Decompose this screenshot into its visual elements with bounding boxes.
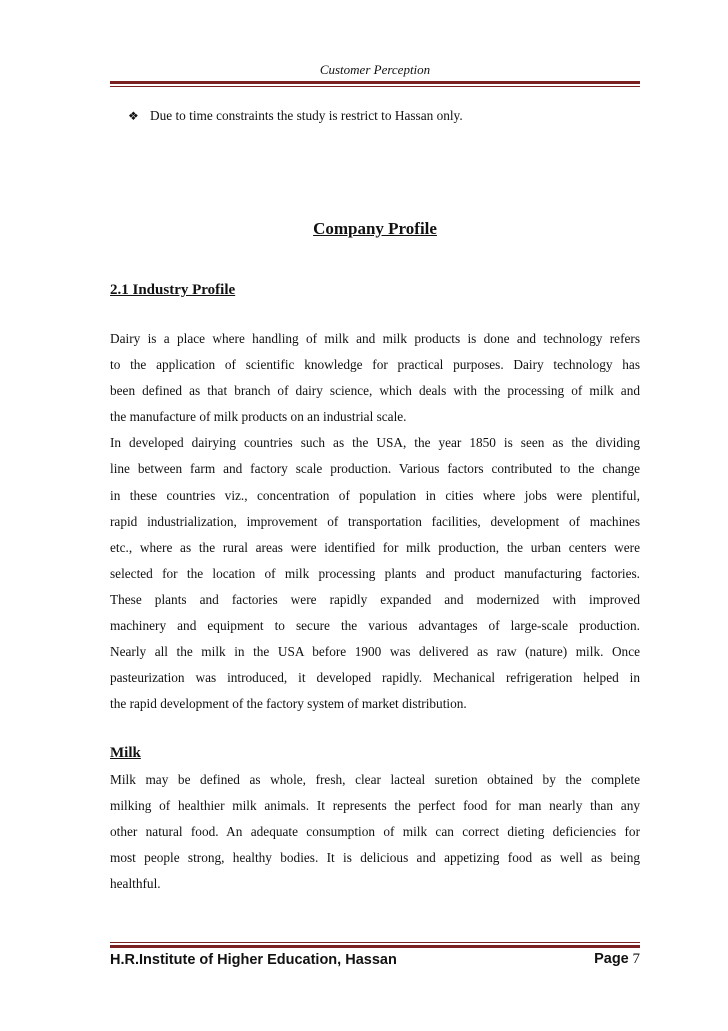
text-line: Dairy is a place where handling of milk and milk products is done and technology refers xyxy=(110,331,640,346)
text-line: In developed dairying countries such as the USA, the year 1850 is seen as the dividing xyxy=(110,435,640,451)
section-title: Company Profile xyxy=(313,219,437,238)
page-number: 7 xyxy=(632,951,640,967)
text-line: These plants and factories were rapidly expanded and modernized with improved xyxy=(110,591,640,607)
page-indicator xyxy=(594,951,640,968)
text-line: line between farm and factory scale production. Various factors contributed to the change xyxy=(110,461,640,477)
text-line: to the application of scientific knowledge for practical purposes. Dairy technology has xyxy=(110,357,640,373)
milk-paragraph xyxy=(110,767,640,897)
milk-heading: Milk xyxy=(110,745,141,761)
text-line: the rapid development of the factory system of market distribution. xyxy=(110,696,467,712)
header-rule-thin xyxy=(110,86,640,87)
text-line: pasteurization was introduced, it developed rapidly. Mechanical refrigeration helped in xyxy=(110,670,640,686)
text-line: milking of healthier milk animals. It represents the perfect food for man nearly than any xyxy=(110,798,640,814)
footer-rule-thin xyxy=(110,942,640,943)
bullet-text: Due to time constraints the study is restrict to Hassan only. xyxy=(150,108,463,123)
industry-paragraph xyxy=(110,326,640,717)
footer-rule xyxy=(110,945,640,948)
text-line: healthful. xyxy=(110,876,161,892)
diamond-bullet-icon: ❖ xyxy=(128,109,139,123)
text-line: been defined as that branch of dairy science, which deals with the processing of milk and xyxy=(110,383,640,399)
footer-institute: H.R.Institute of Higher Education, Hassan xyxy=(110,952,397,968)
header-rule xyxy=(110,81,640,84)
text-line: in these countries viz., concentration of population in cities where jobs were plentiful, xyxy=(110,487,640,503)
text-line: machinery and equipment to secure the various advantages of large-scale production. xyxy=(110,618,640,634)
header-title: Customer Perception xyxy=(319,62,431,77)
text-line: Nearly all the milk in the USA before 1900 was delivered as raw (nature) milk. Once xyxy=(110,644,640,660)
text-line: rapid industrialization, improvement of transportation facilities, development of machines xyxy=(110,513,640,529)
bullet-item xyxy=(128,108,463,124)
text-line: most people strong, healthy bodies. It is delicious and appetizing food as well as being xyxy=(110,850,640,866)
text-line: etc., where as the rural areas were identified for milk production, the urban centers were xyxy=(110,539,640,555)
industry-profile-heading: 2.1 Industry Profile xyxy=(110,282,236,298)
text-line: Milk may be defined as whole, fresh, clear lacteal suretion obtained by the complete xyxy=(110,772,640,787)
text-line: selected for the location of milk processing plants and product manufacturing factories. xyxy=(110,565,640,581)
page-label: Page xyxy=(594,951,629,967)
text-line: the manufacture of milk products on an industrial scale. xyxy=(110,409,407,425)
text-line: other natural food. An adequate consumption of milk can correct dieting deficiencies for xyxy=(110,824,640,840)
